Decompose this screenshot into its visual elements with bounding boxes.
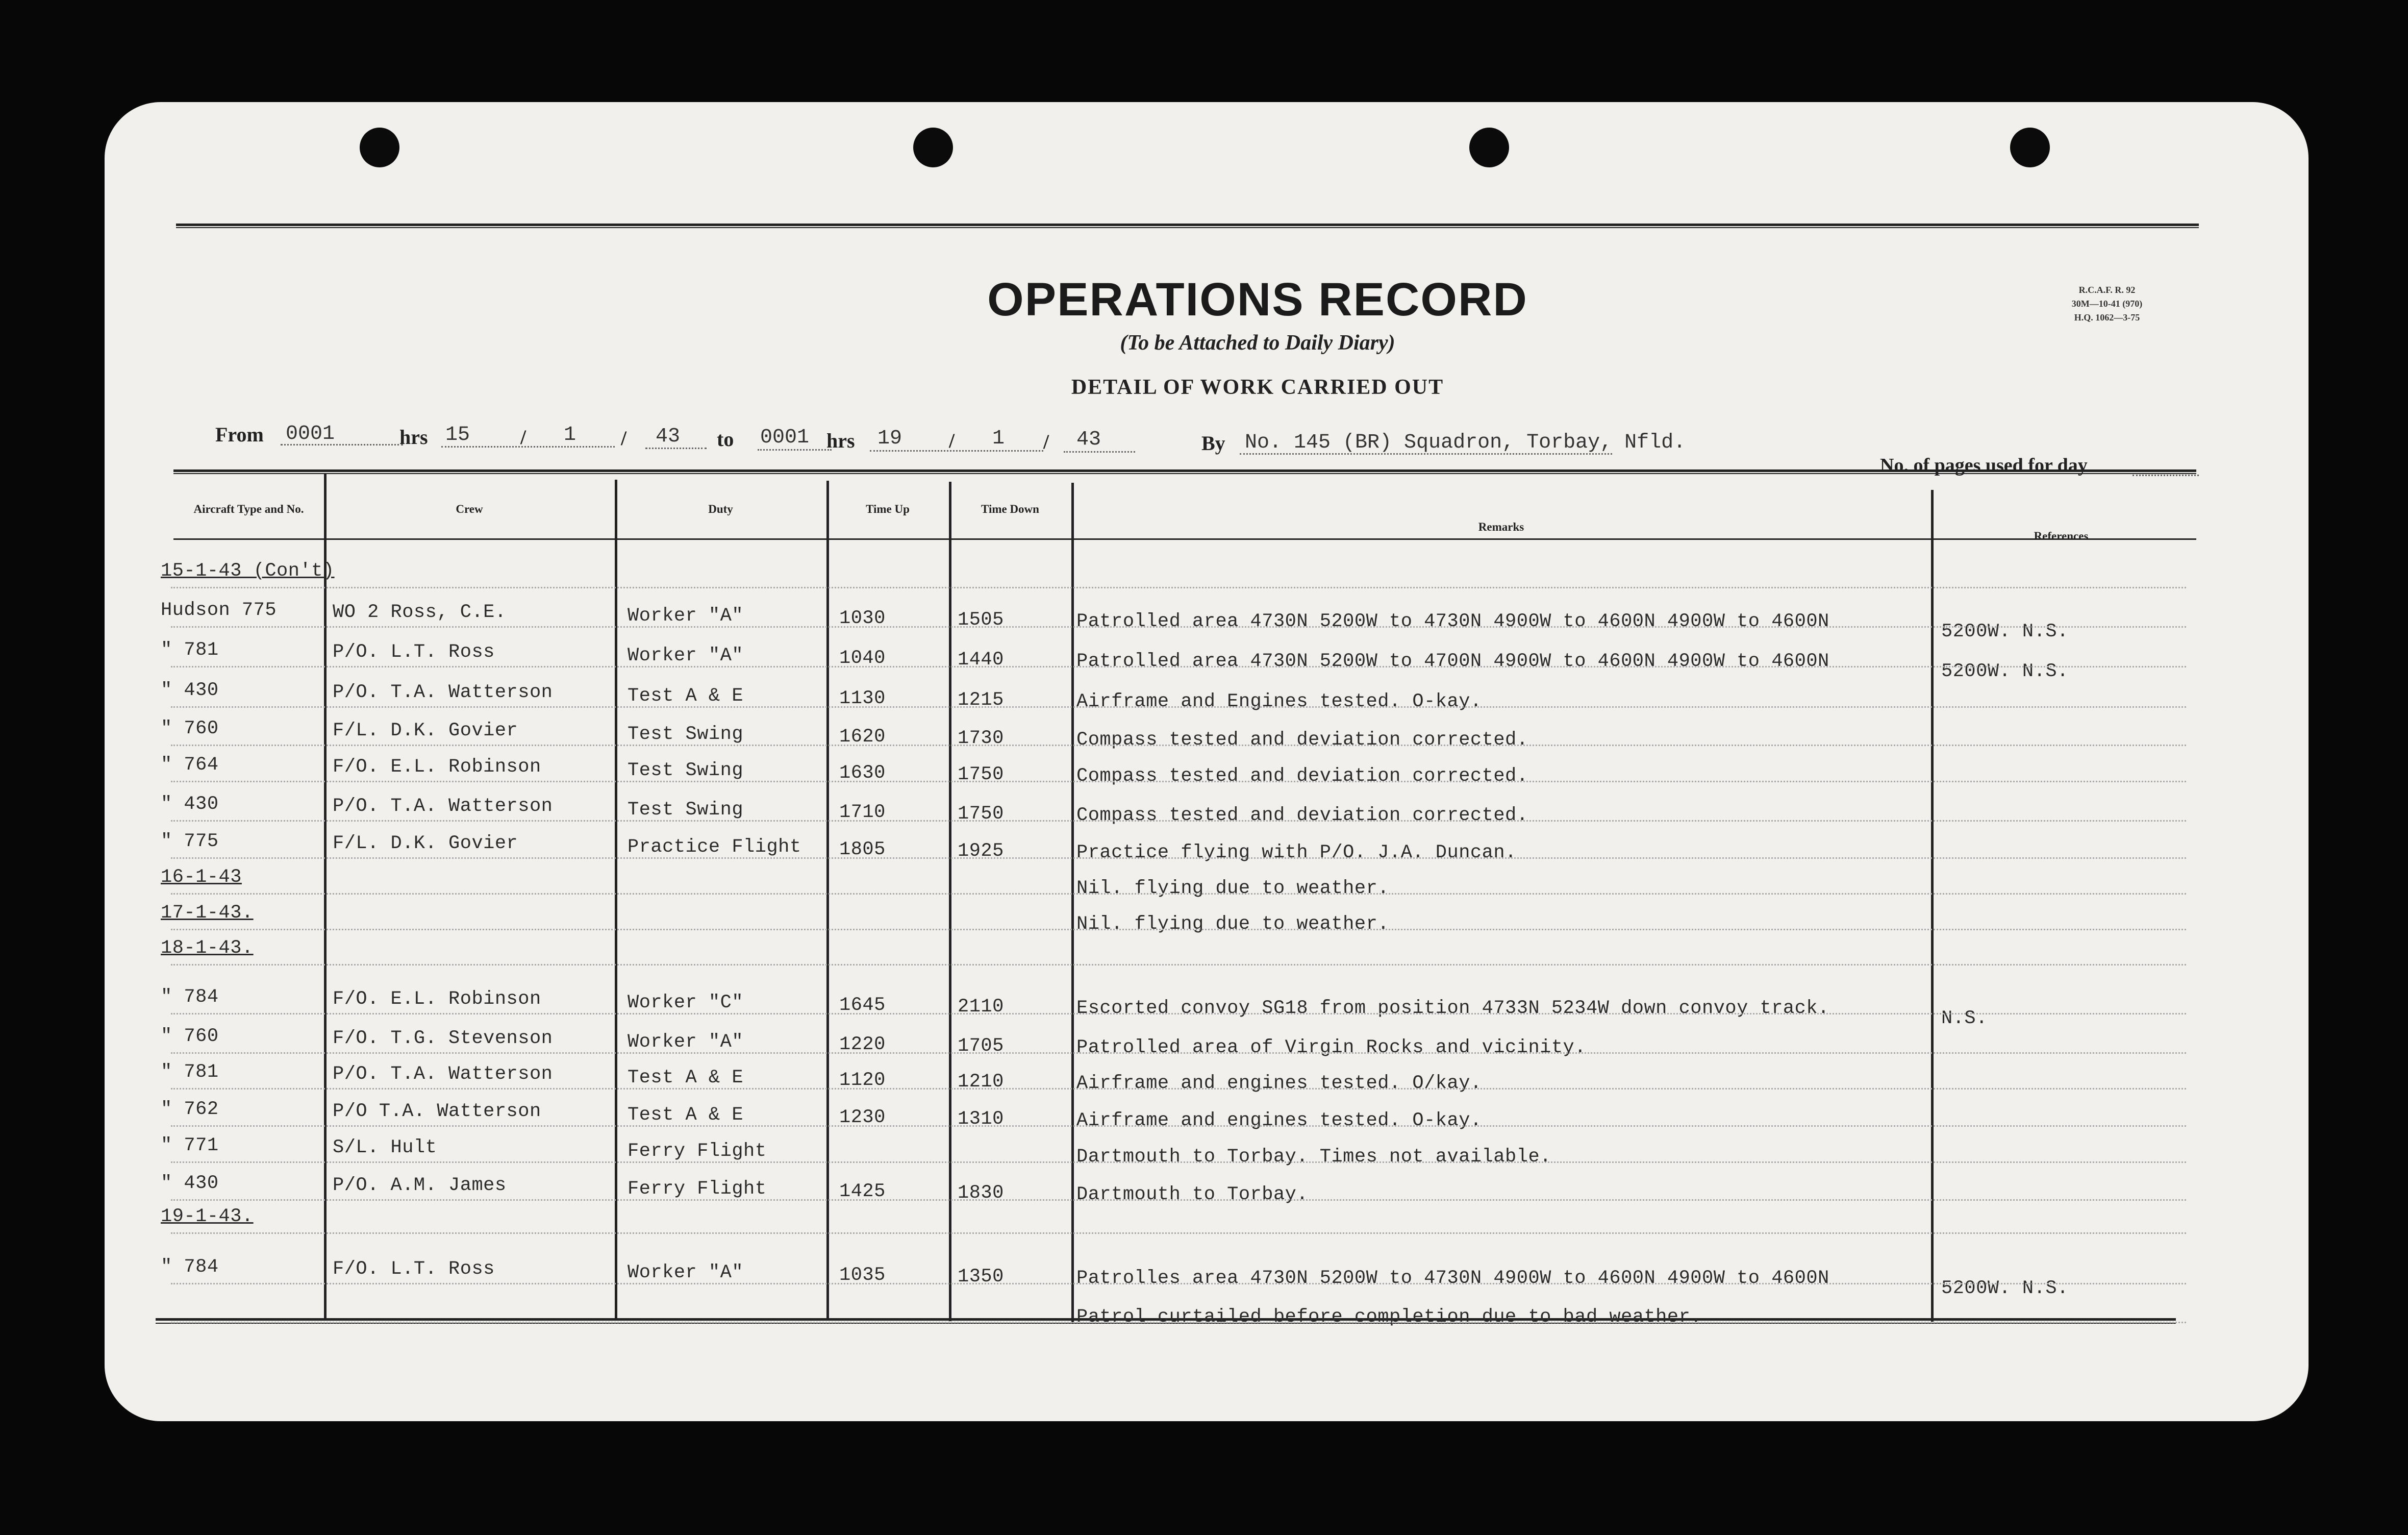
time-down-cell: 1705 <box>958 1035 1004 1057</box>
duty-cell: Ferry Flight <box>628 1141 767 1162</box>
aircraft-cell: " 760 <box>161 1026 219 1048</box>
column-header-aircraft: Aircraft Type and No. <box>193 503 304 515</box>
time-up-cell: 1220 <box>839 1034 886 1056</box>
time-down-cell: 1830 <box>958 1182 1004 1204</box>
remarks-cell: Compass tested and deviation corrected. <box>1076 765 1528 787</box>
crew-cell: WO 2 Ross, C.E. <box>333 602 507 624</box>
remarks-cell: Escorted convoy SG18 from position 4733N 5234W down convoy track. <box>1076 997 1829 1019</box>
squadron-unit: No. 145 (BR) Squadron, Torbay, Nfld. <box>1245 431 1686 454</box>
duty-cell: Ferry Flight <box>628 1178 767 1200</box>
column-divider <box>826 481 829 1320</box>
crew-cell: F/O. L.T. Ross <box>333 1258 495 1280</box>
time-up-cell: 1425 <box>839 1181 886 1203</box>
duty-cell: Worker "A" <box>628 645 744 667</box>
page-subtitle: (To be Attached to Daily Diary) <box>1120 331 1395 355</box>
time-up-cell: 1805 <box>839 839 886 861</box>
aircraft-cell: 17-1-43. <box>161 902 254 924</box>
time-down-cell: 1505 <box>958 609 1004 631</box>
remarks-cell: Patrolled area 4730N 5200W to 4730N 4900W to 4600N 4900W to 4600N <box>1076 610 1829 632</box>
dotted-fill <box>870 450 1043 452</box>
to-month: 1 <box>992 427 1005 450</box>
remarks-cell: Compass tested and deviation corrected. <box>1076 729 1528 751</box>
remarks-cell: Patrol curtailed before completion due to bad weather. <box>1076 1306 1702 1328</box>
to-label: to <box>717 428 734 451</box>
row-ruling <box>171 1322 2186 1323</box>
top-rule <box>176 224 2199 226</box>
time-up-cell: 1630 <box>839 762 886 784</box>
column-header-time-up: Time Up <box>866 503 910 515</box>
row-ruling <box>171 626 2186 628</box>
by-label: By <box>1201 432 1225 455</box>
remarks-cell: Nil. flying due to weather. <box>1076 913 1389 935</box>
binder-hole <box>913 128 953 167</box>
time-down-cell: 1350 <box>958 1266 1004 1288</box>
aircraft-cell: " 762 <box>161 1099 219 1121</box>
column-header-crew: Crew <box>456 503 483 515</box>
remarks-cell: Nil. flying due to weather. <box>1076 877 1389 899</box>
aircraft-cell: " 771 <box>161 1135 219 1157</box>
row-ruling <box>171 587 2186 588</box>
row-ruling <box>171 1199 2186 1201</box>
row-ruling <box>171 929 2186 930</box>
row-ruling <box>171 666 2186 667</box>
time-up-cell: 1710 <box>839 802 886 824</box>
to-day: 19 <box>877 427 902 450</box>
column-divider <box>615 480 617 1319</box>
form-reference <box>2030 283 2184 325</box>
time-up-cell: 1230 <box>839 1107 886 1129</box>
row-ruling <box>171 893 2186 895</box>
time-down-cell: 1440 <box>958 649 1004 671</box>
date-slash: / <box>949 429 955 452</box>
crew-cell: P/O. T.A. Watterson <box>333 682 553 704</box>
references-cell: 5200W. N.S. <box>1941 661 2069 682</box>
from-month: 1 <box>564 424 576 447</box>
duty-cell: Test A & E <box>628 1104 744 1126</box>
duty-cell: Test Swing <box>628 724 744 746</box>
column-divider <box>1931 490 1934 1322</box>
date-slash: / <box>621 427 627 450</box>
row-ruling <box>171 1013 2186 1014</box>
time-up-cell: 1040 <box>839 648 886 670</box>
to-year: 43 <box>1076 428 1101 451</box>
remarks-cell: Patrolled area 4730N 5200W to 4700N 4900W to 4600N 4900W to 4600N <box>1076 650 1829 672</box>
remarks-cell: Dartmouth to Torbay. <box>1076 1183 1309 1205</box>
row-ruling <box>171 1283 2186 1284</box>
time-up-cell: 1130 <box>839 688 886 710</box>
page-title: OPERATIONS RECORD <box>987 274 1528 326</box>
crew-cell: P/O. T.A. Watterson <box>333 796 553 818</box>
binder-hole <box>1469 128 1509 167</box>
row-ruling <box>171 964 2186 965</box>
references-cell: 5200W. N.S. <box>1941 1278 2069 1299</box>
aircraft-cell: " 764 <box>161 754 219 776</box>
from-day: 15 <box>445 424 470 447</box>
remarks-cell: Practice flying with P/O. J.A. Duncan. <box>1076 841 1517 863</box>
dotted-fill <box>2133 475 2199 476</box>
row-ruling <box>171 820 2186 822</box>
row-ruling <box>171 857 2186 859</box>
binder-hole <box>2010 128 2050 167</box>
row-ruling <box>171 1052 2186 1054</box>
aircraft-cell: " 784 <box>161 986 219 1008</box>
time-down-cell: 1750 <box>958 803 1004 825</box>
date-slash: / <box>520 426 526 449</box>
to-hrs-label: hrs <box>826 429 855 452</box>
date-slash: / <box>1043 430 1049 453</box>
time-down-cell: 1730 <box>958 727 1004 749</box>
time-down-cell: 1310 <box>958 1108 1004 1130</box>
from-year: 43 <box>656 425 681 448</box>
row-ruling <box>171 1232 2186 1234</box>
remarks-cell: Dartmouth to Torbay. Times not available. <box>1076 1146 1551 1168</box>
time-up-cell: 1645 <box>839 995 886 1017</box>
crew-cell: F/O. E.L. Robinson <box>333 756 541 778</box>
from-time: 0001 <box>286 423 335 445</box>
column-divider <box>949 482 951 1321</box>
crew-cell: F/O. E.L. Robinson <box>333 988 541 1010</box>
to-time: 0001 <box>760 426 810 449</box>
aircraft-cell: " 430 <box>161 680 219 702</box>
aircraft-cell: Hudson 775 <box>161 600 277 622</box>
table-top-rule-thin <box>173 473 2196 474</box>
remarks-cell: Compass tested and deviation corrected. <box>1076 804 1528 826</box>
top-rule-thin <box>176 227 2199 228</box>
duty-cell: Worker "A" <box>628 1262 744 1284</box>
time-up-cell: 1035 <box>839 1265 886 1286</box>
row-ruling <box>171 1088 2186 1090</box>
duty-cell: Practice Flight <box>628 836 801 858</box>
duty-cell: Worker "C" <box>628 992 744 1014</box>
row-ruling <box>171 781 2186 782</box>
crew-cell: F/O. T.G. Stevenson <box>333 1028 553 1050</box>
form-reference-line: 30M—10-41 (970) <box>2071 299 2143 309</box>
row-ruling <box>171 706 2186 708</box>
aircraft-cell: " 760 <box>161 718 219 740</box>
aircraft-cell: " 775 <box>161 831 219 853</box>
aircraft-cell: 15-1-43 (Con't) <box>161 560 335 582</box>
dotted-fill <box>758 449 832 451</box>
dotted-fill <box>1064 451 1135 453</box>
operations-record-sheet <box>105 102 2309 1421</box>
column-divider <box>324 474 327 1321</box>
aircraft-cell: 18-1-43. <box>161 937 254 959</box>
from-label: From <box>215 423 264 446</box>
row-ruling <box>171 1125 2186 1127</box>
crew-cell: S/L. Hult <box>333 1137 437 1159</box>
crew-cell: P/O. T.A. Watterson <box>333 1063 553 1085</box>
crew-cell: F/L. D.K. Govier <box>333 720 518 742</box>
crew-cell: P/O. L.T. Ross <box>333 641 495 663</box>
time-up-cell: 1030 <box>839 608 886 630</box>
time-down-cell: 2110 <box>958 996 1004 1018</box>
crew-cell: P/O. A.M. James <box>333 1175 507 1197</box>
references-cell: N.S. <box>1941 1008 1988 1029</box>
form-reference-line: R.C.A.F. R. 92 <box>2078 285 2136 295</box>
time-down-cell: 1210 <box>958 1071 1004 1093</box>
crew-cell: P/O T.A. Watterson <box>333 1101 541 1123</box>
duty-cell: Test A & E <box>628 685 744 707</box>
table-top-rule <box>173 469 2196 472</box>
column-header-duty: Duty <box>708 503 733 515</box>
row-ruling <box>171 1161 2186 1163</box>
aircraft-cell: " 430 <box>161 794 219 815</box>
aircraft-cell: " 784 <box>161 1256 219 1278</box>
duty-cell: Test A & E <box>628 1067 744 1089</box>
aircraft-cell: 19-1-43. <box>161 1206 254 1228</box>
row-ruling <box>171 745 2186 746</box>
column-header-time-down: Time Down <box>981 503 1039 515</box>
duty-cell: Test Swing <box>628 799 744 821</box>
time-up-cell: 1620 <box>839 726 886 748</box>
aircraft-cell: " 781 <box>161 1061 219 1083</box>
form-reference-line: H.Q. 1062—3-75 <box>2074 312 2140 323</box>
time-up-cell: 1120 <box>839 1070 886 1092</box>
pages-label: No. of pages used for day <box>1880 455 2088 476</box>
time-down-cell: 1215 <box>958 689 1004 711</box>
remarks-cell: Patrolles area 4730N 5200W to 4730N 4900W to 4600N 4900W to 4600N <box>1076 1267 1829 1289</box>
references-cell: 5200W. N.S. <box>1941 621 2069 642</box>
column-header-references: References <box>2034 530 2089 542</box>
column-divider <box>1071 483 1074 1322</box>
time-down-cell: 1750 <box>958 763 1004 785</box>
aircraft-cell: " 781 <box>161 639 219 661</box>
crew-cell: F/L. D.K. Govier <box>333 833 518 855</box>
column-header-remarks: Remarks <box>1478 521 1524 533</box>
header-bottom-rule <box>173 538 2196 540</box>
remarks-cell: Airframe and engines tested. O-kay. <box>1076 1109 1482 1131</box>
hrs-label: hrs <box>399 426 428 449</box>
aircraft-cell: 16-1-43 <box>161 866 242 888</box>
duty-cell: Test Swing <box>628 760 744 782</box>
remarks-cell: Airframe and Engines tested. O-kay. <box>1076 690 1482 712</box>
duty-cell: Worker "A" <box>628 1031 744 1053</box>
duty-cell: Worker "A" <box>628 605 744 627</box>
remarks-cell: Airframe and engines tested. O/kay. <box>1076 1072 1482 1094</box>
detail-heading: DETAIL OF WORK CARRIED OUT <box>1071 376 1444 399</box>
time-down-cell: 1925 <box>958 840 1004 862</box>
remarks-cell: Patrolled area of Virgin Rocks and vicinity. <box>1076 1036 1586 1058</box>
binder-hole <box>360 128 399 167</box>
aircraft-cell: " 430 <box>161 1173 219 1195</box>
